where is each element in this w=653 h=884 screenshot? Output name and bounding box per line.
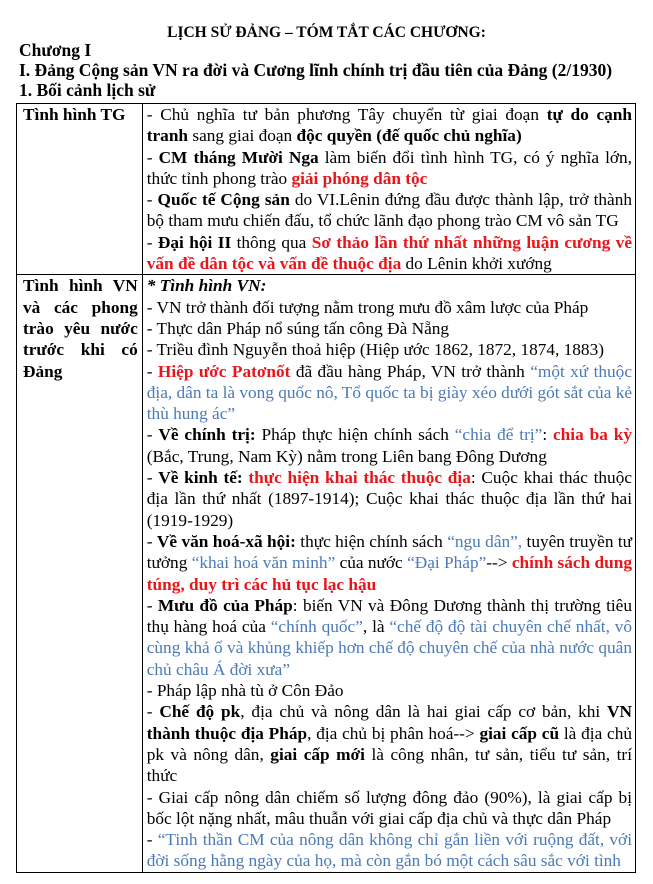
list-item	[147, 595, 632, 680]
bold-text-segment: Về văn hoá-xã hội:	[156, 531, 296, 551]
text-segment: -	[146, 232, 158, 252]
table-row	[17, 104, 636, 275]
text-segment: tuyên truyền tư tưởng	[146, 531, 633, 573]
table-row	[17, 275, 636, 872]
section-heading: I. Đảng Cộng sản VN ra đời và Cương lĩnh chính trị đầu tiên của Đảng (2/1930)	[19, 60, 613, 80]
list-item	[147, 467, 632, 531]
bold-text-segment: VN thành thuộc địa Pháp	[146, 702, 632, 743]
text-segment: :	[542, 425, 554, 445]
text-segment: thực hiện chính sách	[295, 531, 448, 551]
text-segment: Pháp thực hiện chính sách	[255, 425, 455, 445]
document-title: LỊCH SỬ ĐẢNG – TÓM TẮT CÁC CHƯƠNG:	[167, 24, 486, 41]
text-segment: làm biến đổi tình hình TG, có ý nghĩa lớn, thức tỉnh phong trào	[146, 147, 632, 188]
bold-text-segment: Đại hội II	[157, 232, 232, 252]
red-text-segment: Hiệp ước Patơnốt	[157, 361, 291, 381]
row-content	[142, 104, 635, 275]
bold-text-segment: tự do cạnh tranh	[146, 105, 632, 146]
bold-text-segment: Về chính trị:	[158, 425, 256, 445]
bold-text-segment: Mưu đồ của Pháp	[157, 595, 293, 615]
list-item	[147, 189, 632, 232]
chapter-heading: Chương I	[19, 40, 92, 60]
subsection-heading: 1. Bối cảnh lịch sử	[19, 80, 156, 100]
red-text-segment: thực hiện khai thác thuộc địa	[248, 468, 471, 488]
bold-text-segment: CM tháng Mười Nga	[158, 147, 319, 167]
text-segment: thông qua	[231, 232, 312, 252]
bold-text-segment: Chế độ pk	[159, 702, 241, 722]
row-label: Tình hình TG	[17, 104, 143, 275]
list-item	[147, 297, 632, 318]
bold-text-segment: độc quyền (đế quốc chủ nghĩa)	[296, 126, 522, 146]
text-segment: - Chủ nghĩa tư bản phương Tây chuyển từ giai đoạn	[146, 105, 547, 124]
text-segment: - Triều đình Nguyễn thoả hiệp (Hiệp ước 1862, 1872, 1874, 1883)	[146, 340, 604, 360]
list-item	[147, 147, 632, 190]
text-segment: , là	[362, 617, 390, 637]
red-text-segment: Sơ thảo lần thứ nhất những luận cương về vấn đề dân tộc và vấn đề thuộc địa	[146, 232, 632, 274]
red-text-segment: giải phóng dân tộc	[291, 168, 428, 188]
text-segment: là địa chủ pk và nông dân,	[146, 723, 632, 764]
red-text-segment: chia ba kỳ	[553, 425, 633, 445]
blue-text-segment: “Tinh thần CM của nông dân không chỉ gắn liền với ruộng đất, với đời sống hằng ngày của họ, mà còn gắn bó một cách sâu sắc với tình	[146, 830, 632, 871]
text-segment: - Thực dân Pháp nổ súng tấn công Đà Nẵng	[146, 318, 450, 338]
bold-text-segment: Quốc tế Cộng sản	[157, 190, 290, 210]
list-item	[147, 701, 632, 786]
text-segment: đã đầu hàng Pháp, VN trở thành	[290, 361, 531, 381]
blue-text-segment: “Đại Pháp”	[407, 553, 487, 573]
text-segment: -	[146, 531, 157, 551]
blue-text-segment: “chia để trị”	[454, 425, 543, 445]
blue-text-segment: “khai hoá văn minh”	[191, 553, 336, 573]
list-item	[147, 829, 632, 872]
text-segment: , địa chủ và nông dân là hai giai cấp cơ bản, khi	[240, 702, 608, 722]
list-item	[147, 531, 632, 595]
text-segment: : biến VN và Đông Dương thành thị trường tiêu thụ hàng hoá của	[146, 595, 632, 637]
text-segment: -	[146, 147, 159, 167]
blue-text-segment: “chế độ độ tài chuyên chế nhất, vô cùng khả ố và khủng khiếp hơn chế độ chuyên chế của nhà nước quân chủ châu Á đời xưa”	[146, 617, 633, 679]
blue-text-segment: “ngu dân”,	[447, 531, 523, 551]
text-segment: - VN trở thành đối tượng nằm trong mưu đồ xâm lược của Pháp	[146, 297, 589, 317]
text-segment: - Pháp lập nhà tù ở Côn Đảo	[146, 681, 344, 701]
list-item	[147, 232, 632, 275]
row-content	[142, 275, 635, 872]
bold-text-segment: Về kinh tế:	[158, 468, 243, 488]
list-item	[147, 424, 632, 467]
list-item	[147, 339, 632, 360]
context-table	[16, 103, 636, 873]
row-label: Tình hình VN và các phong trào yêu nước trước khi có Đảng	[17, 275, 143, 872]
blue-text-segment: “chính quốc”	[270, 617, 363, 637]
bold-text-segment: giai cấp cũ	[479, 723, 560, 743]
list-item	[147, 787, 632, 830]
text-segment: -	[146, 830, 158, 850]
text-segment: do Lênin khởi xướng	[401, 254, 552, 274]
text-segment: -	[146, 468, 159, 488]
list-item	[147, 104, 632, 147]
list-item	[147, 275, 632, 296]
text-segment: - Giai cấp nông dân chiếm số lượng đông đảo (90%), là giai cấp bị bốc lột nặng nhất, mâu thuẫn với giai cấp địa chủ và thực dân Pháp	[146, 787, 632, 828]
text-segment: -->	[486, 553, 512, 573]
red-text-segment: chính sách dung túng, duy trì các hủ tục lạc hậu	[146, 553, 632, 594]
text-segment: : Cuộc khai thác thuộc địa lần thứ nhất (1897-1914); Cuộc khai thác thuộc địa lần thứ hai (1919-1929)	[146, 468, 633, 530]
blue-text-segment: “một xứ thuộc địa, dân ta là vong quốc nô, Tổ quốc ta bị giày xéo dưới gót sắt của kẻ thù hung ác”	[146, 361, 632, 424]
text-segment: sang giai đoạn	[188, 126, 297, 146]
text-segment: của nước	[335, 553, 408, 573]
text-segment: (Bắc, Trung, Nam Kỳ) nằm trong Liên bang Đông Dương	[146, 446, 547, 466]
text-segment: -	[146, 702, 160, 722]
bold-text-segment: giai cấp mới	[270, 744, 365, 764]
list-item	[147, 318, 632, 339]
text-segment: -	[146, 595, 158, 615]
list-item	[147, 361, 632, 425]
list-item	[147, 680, 632, 701]
text-segment: -	[146, 361, 158, 381]
text-segment: , địa chủ bị phân hoá-->	[307, 723, 480, 743]
text-segment: do VI.Lênin đứng đầu được thành lập, trở thành bộ tham mưu chiến đấu, tổ chức lãnh đạo phong trào CM vô sản TG	[146, 190, 632, 231]
text-segment: -	[146, 190, 158, 210]
bold-italic-text-segment: * Tình hình VN:	[146, 276, 267, 296]
text-segment: -	[146, 425, 159, 445]
text-segment: là công nhân, tư sản, tiểu tư sản, trí thức	[146, 744, 632, 786]
